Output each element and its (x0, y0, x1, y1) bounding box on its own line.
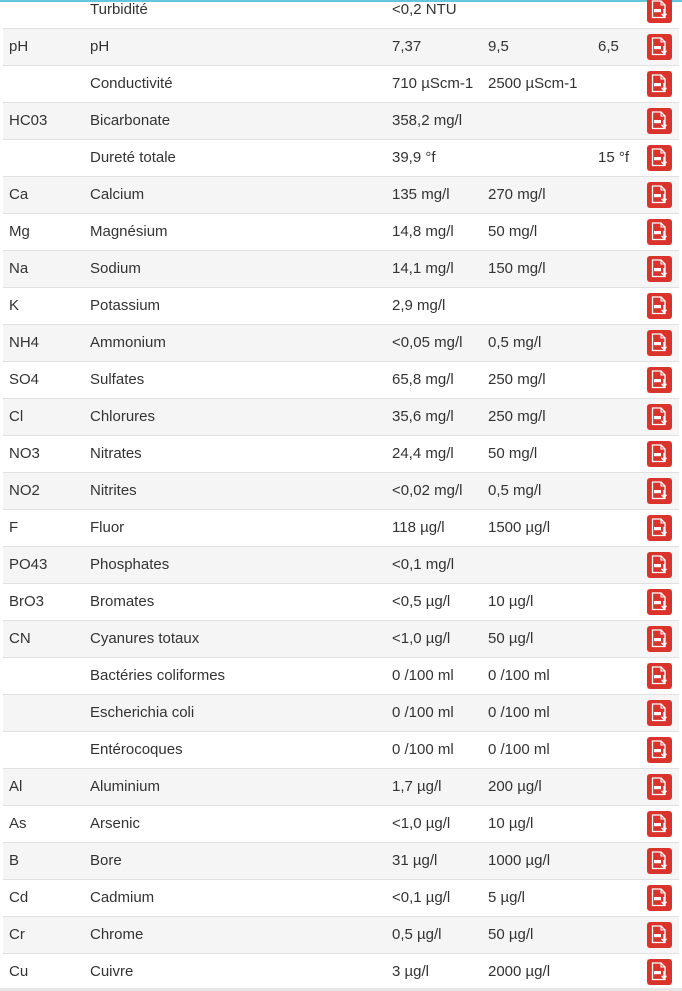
pdf-download-icon (651, 703, 668, 723)
pdf-cell (647, 663, 672, 689)
pdf-download-button[interactable] (647, 0, 672, 23)
pdf-cell (647, 182, 672, 208)
parameter-name-cell: Cadmium (90, 889, 155, 906)
limit-value-cell: 1000 µg/l (488, 852, 551, 869)
pdf-download-icon (651, 222, 668, 242)
pdf-download-button[interactable] (647, 589, 672, 615)
limit-value-cell: 2500 µScm-1 (488, 75, 578, 92)
pdf-download-button[interactable] (647, 293, 672, 319)
pdf-cell (647, 737, 672, 763)
symbol-cell: Al (9, 778, 23, 795)
symbol-cell: SO4 (9, 371, 40, 388)
pdf-cell (647, 589, 672, 615)
pdf-cell (647, 552, 672, 578)
pdf-download-icon (651, 666, 668, 686)
pdf-download-icon (651, 148, 668, 168)
pdf-download-button[interactable] (647, 959, 672, 985)
parameter-name-cell: Cyanures totaux (90, 630, 200, 647)
pdf-cell (647, 219, 672, 245)
measured-value-cell: 1,7 µg/l (392, 778, 442, 795)
pdf-download-icon (651, 370, 668, 390)
pdf-download-button[interactable] (647, 700, 672, 726)
symbol-cell: K (9, 297, 20, 314)
symbol-cell: Cl (9, 408, 24, 425)
limit-value-cell: 5 µg/l (488, 889, 525, 906)
limit-value-cell: 1500 µg/l (488, 519, 551, 536)
measured-value-cell: 358,2 mg/l (392, 112, 463, 129)
table-row (3, 399, 679, 436)
parameter-name-cell: Escherichia coli (90, 704, 195, 721)
parameter-name-cell: Potassium (90, 297, 161, 314)
pdf-download-icon (651, 74, 668, 94)
pdf-cell (647, 34, 672, 60)
measured-value-cell: 24,4 mg/l (392, 445, 454, 462)
parameter-name-cell: Calcium (90, 186, 145, 203)
pdf-download-button[interactable] (647, 145, 672, 171)
pdf-cell (647, 0, 672, 23)
table-row (3, 436, 679, 473)
pdf-download-button[interactable] (647, 108, 672, 134)
pdf-download-icon (651, 185, 668, 205)
pdf-download-button[interactable] (647, 256, 672, 282)
limit-value-cell: 2000 µg/l (488, 963, 551, 980)
pdf-download-icon (651, 37, 668, 57)
measured-value-cell: 39,9 °f (392, 149, 436, 166)
parameter-name-cell: Fluor (90, 519, 125, 536)
table-row (3, 658, 679, 695)
measured-value-cell: 14,8 mg/l (392, 223, 454, 240)
pdf-download-icon (651, 407, 668, 427)
measured-value-cell: 7,37 (392, 38, 422, 55)
measured-value-cell: <0,5 µg/l (392, 593, 451, 610)
reference-value-cell: 6,5 (598, 38, 619, 55)
pdf-download-button[interactable] (647, 219, 672, 245)
pdf-download-button[interactable] (647, 885, 672, 911)
pdf-download-icon (651, 111, 668, 131)
pdf-cell (647, 71, 672, 97)
parameter-name-cell: Dureté totale (90, 149, 176, 166)
pdf-download-button[interactable] (647, 34, 672, 60)
measured-value-cell: <0,1 mg/l (392, 556, 455, 573)
limit-value-cell: 150 mg/l (488, 260, 546, 277)
measured-value-cell: 65,8 mg/l (392, 371, 454, 388)
table-row (3, 0, 679, 29)
symbol-cell: Cr (9, 926, 25, 943)
pdf-cell (647, 478, 672, 504)
measured-value-cell: <0,1 µg/l (392, 889, 451, 906)
pdf-cell (647, 959, 672, 985)
pdf-download-icon (651, 962, 668, 982)
measured-value-cell: <1,0 µg/l (392, 630, 451, 647)
measured-value-cell: <1,0 µg/l (392, 815, 451, 832)
reference-value-cell: 15 °f (598, 149, 630, 166)
pdf-cell (647, 848, 672, 874)
table-row (3, 29, 679, 66)
pdf-download-icon (651, 925, 668, 945)
pdf-download-button[interactable] (647, 552, 672, 578)
parameter-name-cell: Arsenic (90, 815, 141, 832)
table-row (3, 140, 679, 177)
pdf-download-icon (651, 259, 668, 279)
pdf-cell (647, 293, 672, 319)
parameter-name-cell: Entérocoques (90, 741, 183, 758)
pdf-cell (647, 700, 672, 726)
measured-value-cell: <0,02 mg/l (392, 482, 463, 499)
parameter-name-cell: Nitrites (90, 482, 137, 499)
table-row (3, 547, 679, 584)
parameter-name-cell: Conductivité (90, 75, 173, 92)
measured-value-cell: <0,05 mg/l (392, 334, 463, 351)
pdf-download-button[interactable] (647, 811, 672, 837)
pdf-download-button[interactable] (647, 774, 672, 800)
table-row (3, 214, 679, 251)
pdf-download-icon (651, 481, 668, 501)
analysis-table (3, 0, 679, 991)
pdf-download-icon (651, 592, 668, 612)
pdf-download-button[interactable] (647, 367, 672, 393)
measured-value-cell: 0 /100 ml (392, 667, 454, 684)
parameter-name-cell: Nitrates (90, 445, 142, 462)
parameter-name-cell: Bore (90, 852, 122, 869)
pdf-download-button[interactable] (647, 737, 672, 763)
pdf-download-icon (651, 518, 668, 538)
table-row (3, 362, 679, 399)
pdf-download-icon (651, 740, 668, 760)
limit-value-cell: 200 µg/l (488, 778, 542, 795)
table-row (3, 103, 679, 140)
pdf-download-icon (651, 333, 668, 353)
table-row (3, 584, 679, 621)
limit-value-cell: 0 /100 ml (488, 704, 550, 721)
limit-value-cell: 0,5 mg/l (488, 334, 542, 351)
pdf-download-button[interactable] (647, 848, 672, 874)
symbol-cell: F (9, 519, 19, 536)
limit-value-cell: 50 mg/l (488, 223, 538, 240)
parameter-name-cell: Bromates (90, 593, 155, 610)
pdf-cell (647, 774, 672, 800)
pdf-download-button[interactable] (647, 404, 672, 430)
symbol-cell: PO43 (9, 556, 48, 573)
table-row (3, 66, 679, 103)
parameter-name-cell: Bactéries coliformes (90, 667, 226, 684)
pdf-download-button[interactable] (647, 626, 672, 652)
symbol-cell: NO3 (9, 445, 40, 462)
limit-value-cell: 270 mg/l (488, 186, 546, 203)
pdf-download-button[interactable] (647, 478, 672, 504)
measured-value-cell: 14,1 mg/l (392, 260, 454, 277)
table-row (3, 510, 679, 547)
pdf-cell (647, 256, 672, 282)
measured-value-cell: 710 µScm-1 (392, 75, 474, 92)
symbol-cell: CN (9, 630, 31, 647)
limit-value-cell: 50 µg/l (488, 630, 534, 647)
table-row (3, 251, 679, 288)
table-row (3, 843, 679, 880)
measured-value-cell: <0,2 NTU (392, 1, 457, 18)
measured-value-cell: 135 mg/l (392, 186, 450, 203)
pdf-download-icon (651, 555, 668, 575)
table-row (3, 177, 679, 214)
pdf-cell (647, 330, 672, 356)
measured-value-cell: 0,5 µg/l (392, 926, 442, 943)
pdf-cell (647, 922, 672, 948)
pdf-download-icon (651, 629, 668, 649)
pdf-download-icon (651, 888, 668, 908)
parameter-name-cell: Phosphates (90, 556, 170, 573)
symbol-cell: Na (9, 260, 29, 277)
table-row (3, 769, 679, 806)
table-row (3, 806, 679, 843)
symbol-cell: Cd (9, 889, 29, 906)
symbol-cell: BrO3 (9, 593, 45, 610)
parameter-name-cell: Chlorures (90, 408, 156, 425)
limit-value-cell: 9,5 (488, 38, 509, 55)
pdf-download-button[interactable] (647, 182, 672, 208)
limit-value-cell: 250 mg/l (488, 371, 546, 388)
symbol-cell: Cu (9, 963, 29, 980)
pdf-download-button[interactable] (647, 515, 672, 541)
parameter-name-cell: Turbidité (90, 1, 148, 18)
parameter-name-cell: Magnésium (90, 223, 168, 240)
pdf-download-button[interactable] (647, 71, 672, 97)
parameter-name-cell: Ammonium (90, 334, 166, 351)
measured-value-cell: 0 /100 ml (392, 741, 454, 758)
limit-value-cell: 0 /100 ml (488, 741, 550, 758)
table-row (3, 732, 679, 769)
pdf-download-icon (651, 296, 668, 316)
pdf-download-icon (651, 0, 668, 20)
measured-value-cell: 2,9 mg/l (392, 297, 446, 314)
measured-value-cell: 35,6 mg/l (392, 408, 454, 425)
parameter-name-cell: Aluminium (90, 778, 161, 795)
parameter-name-cell: Chrome (90, 926, 144, 943)
limit-value-cell: 10 µg/l (488, 815, 534, 832)
measured-value-cell: 118 µg/l (392, 519, 445, 536)
parameter-name-cell: Bicarbonate (90, 112, 171, 129)
pdf-cell (647, 145, 672, 171)
pdf-download-button[interactable] (647, 922, 672, 948)
measured-value-cell: 3 µg/l (392, 963, 429, 980)
symbol-cell: Ca (9, 186, 29, 203)
parameter-name-cell: Cuivre (90, 963, 134, 980)
symbol-cell: NH4 (9, 334, 40, 351)
pdf-download-button[interactable] (647, 441, 672, 467)
symbol-cell: NO2 (9, 482, 40, 499)
limit-value-cell: 0,5 mg/l (488, 482, 542, 499)
limit-value-cell: 50 µg/l (488, 926, 534, 943)
pdf-download-icon (651, 444, 668, 464)
parameter-name-cell: pH (90, 38, 110, 55)
measured-value-cell: 31 µg/l (392, 852, 438, 869)
pdf-cell (647, 108, 672, 134)
table-row (3, 288, 679, 325)
pdf-cell (647, 626, 672, 652)
pdf-cell (647, 811, 672, 837)
symbol-cell: HC03 (9, 112, 48, 129)
pdf-download-icon (651, 851, 668, 871)
pdf-cell (647, 885, 672, 911)
table-row (3, 917, 679, 954)
table-row (3, 325, 679, 362)
pdf-download-icon (651, 777, 668, 797)
symbol-cell: As (9, 815, 27, 832)
table-row (3, 621, 679, 658)
parameter-name-cell: Sulfates (90, 371, 145, 388)
limit-value-cell: 0 /100 ml (488, 667, 550, 684)
symbol-cell: B (9, 852, 20, 869)
pdf-cell (647, 515, 672, 541)
measured-value-cell: 0 /100 ml (392, 704, 454, 721)
symbol-cell: Mg (9, 223, 30, 240)
symbol-cell: pH (9, 38, 29, 55)
limit-value-cell: 50 mg/l (488, 445, 538, 462)
pdf-download-button[interactable] (647, 330, 672, 356)
table-row (3, 954, 679, 991)
pdf-cell (647, 404, 672, 430)
pdf-download-icon (651, 814, 668, 834)
table-row (3, 473, 679, 510)
limit-value-cell: 10 µg/l (488, 593, 534, 610)
pdf-cell (647, 367, 672, 393)
table-row (3, 880, 679, 917)
limit-value-cell: 250 mg/l (488, 408, 546, 425)
table-row (3, 695, 679, 732)
pdf-cell (647, 441, 672, 467)
pdf-download-button[interactable] (647, 663, 672, 689)
parameter-name-cell: Sodium (90, 260, 141, 277)
